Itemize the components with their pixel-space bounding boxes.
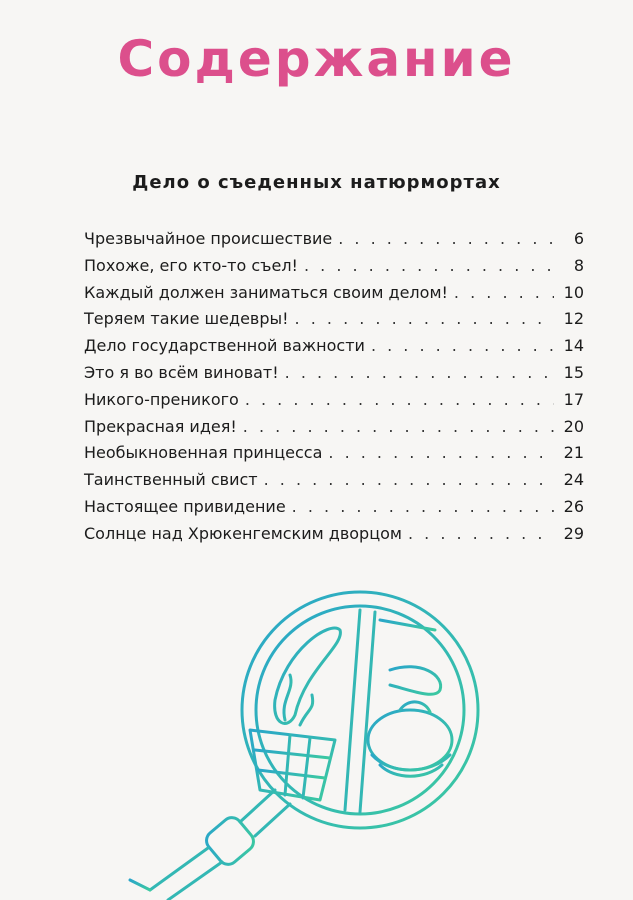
toc-entry-title: Таинственный свист [84, 470, 258, 490]
toc-entry-title: Никого-преникого [84, 389, 239, 409]
toc-page-number: 29 [563, 523, 584, 543]
toc-page-number: 6 [573, 229, 584, 248]
toc-page-number: 14 [563, 336, 584, 356]
toc-leader-dots [292, 497, 554, 516]
toc-entry-title: Дело государственной важности [84, 336, 365, 356]
page-title: Содержание [117, 30, 516, 88]
toc-entry-title: Солнце над Хрюкенгемским дворцом [84, 523, 402, 543]
toc-page-number: 12 [563, 309, 584, 329]
toc-page-number: 10 [563, 282, 584, 302]
toc-entry-title: Каждый должен заниматься своим делом! [84, 282, 448, 302]
toc-entry[interactable] [84, 336, 584, 363]
toc-leader-dots [304, 256, 554, 275]
toc-page-number: 21 [563, 443, 584, 463]
toc-entry-title: Необыкновенная принцесса [84, 443, 323, 463]
section-title: Дело о съеденных натюрмортах [132, 172, 501, 193]
toc-leader-dots [454, 283, 554, 302]
toc-entry-title: Чрезвычайное происшествие [84, 229, 333, 248]
toc-entry-title: Похоже, его кто-то съел! [84, 255, 298, 275]
toc-page-number: 20 [563, 416, 584, 436]
toc-entry-title: Это я во всём виноват! [84, 362, 279, 382]
magnifying-glass-icon [90, 590, 490, 900]
toc-entry[interactable] [84, 309, 584, 336]
toc-page-number: 24 [563, 470, 584, 490]
toc-entry-title: Прекрасная идея! [84, 416, 237, 436]
toc-leader-dots [245, 390, 554, 409]
toc-entry[interactable] [84, 283, 584, 310]
toc-entry[interactable] [84, 417, 584, 444]
toc-entry[interactable] [84, 256, 584, 283]
toc-entry[interactable] [84, 390, 584, 417]
toc-entry[interactable] [84, 470, 584, 497]
toc-entry[interactable] [84, 497, 584, 524]
toc-entry-title: Теряем такие шедевры! [84, 309, 289, 329]
toc-page-number: 26 [563, 496, 584, 516]
toc-page-number: 8 [573, 255, 584, 275]
table-of-contents [84, 229, 584, 551]
toc-entry[interactable] [84, 524, 584, 551]
toc-entry-title: Настоящее привидение [84, 496, 286, 516]
toc-entry[interactable] [84, 363, 584, 390]
toc-entry[interactable] [84, 229, 584, 256]
toc-entry[interactable] [84, 443, 584, 470]
toc-leader-dots [285, 363, 554, 382]
toc-leader-dots [338, 229, 554, 248]
toc-leader-dots [328, 443, 554, 462]
toc-leader-dots [295, 309, 554, 328]
toc-leader-dots [243, 417, 554, 436]
toc-leader-dots [371, 336, 554, 355]
toc-leader-dots [408, 524, 554, 543]
toc-page-number: 17 [563, 389, 584, 409]
toc-leader-dots [264, 470, 554, 489]
toc-page-number: 15 [563, 362, 584, 382]
